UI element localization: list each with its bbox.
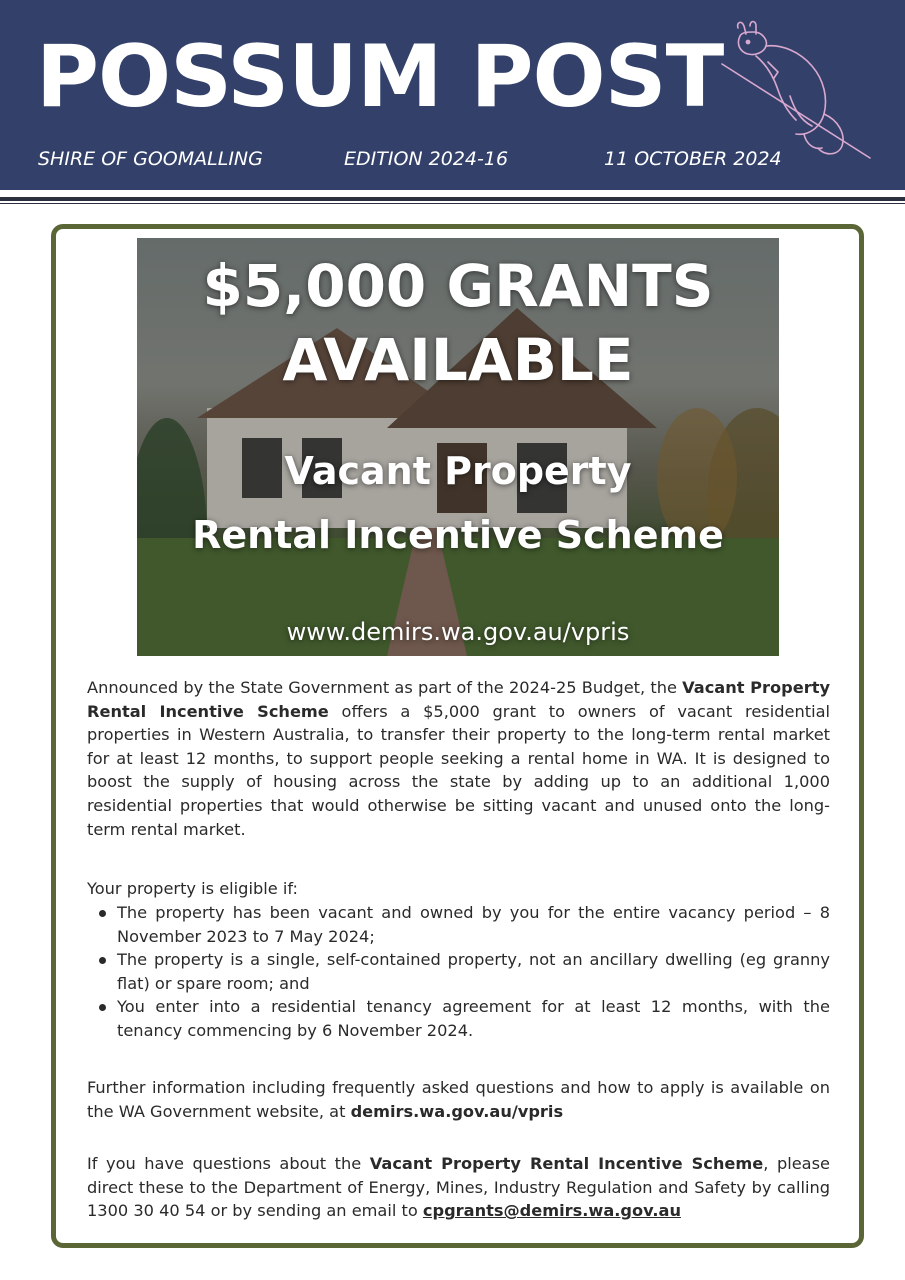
masthead [0, 0, 905, 190]
email-link[interactable]: cpgrants@demirs.wa.gov.au [422, 1201, 681, 1221]
contact-text-start: If you have questions about the [87, 1154, 370, 1173]
contact-paragraph [87, 1152, 830, 1223]
intro-text-start: Announced by the State Government as part of the 2024-25 Budget, the [87, 678, 683, 697]
banner-headline-1: $5,000 GRANTS [202, 252, 714, 320]
eligibility-list [87, 901, 830, 1043]
contact-scheme-name: Vacant Property Rental Incentive Scheme [369, 1154, 764, 1173]
newsletter-title: POSSUM POST [36, 27, 724, 127]
further-info-paragraph [87, 1076, 830, 1123]
shire-name: SHIRE OF GOOMALLING [38, 148, 263, 170]
banner-scheme-2: Rental Incentive Scheme [192, 513, 724, 557]
masthead-rule-thin [0, 203, 905, 204]
intro-paragraph [87, 676, 830, 841]
banner-scheme-1: Vacant Property [284, 449, 632, 493]
list-item: The property is a single, self-contained property, not an ancillary dwelling (eg granny flat) or spare room; and [87, 948, 830, 995]
intro-scheme-name: Vacant Property Rental Incentive Scheme [87, 678, 830, 721]
edition-number: EDITION 2024-16 [344, 148, 509, 170]
contact-text-end: , please direct these to the Department of Energy, Mines, Industry Regulation and Safety by calling 1300 30 40 54 or by sending an email to [87, 1154, 830, 1221]
further-info-text: Further information including frequently asked questions and how to apply is available on the WA Government website, at [87, 1078, 830, 1121]
issue-date: 11 OCTOBER 2024 [604, 148, 782, 170]
website-link[interactable]: demirs.wa.gov.au/vpris [350, 1101, 564, 1121]
list-item: You enter into a residential tenancy agreement for at least 12 months, with the tenancy commencing by 6 November 2024. [87, 995, 830, 1042]
possum-icon [716, 16, 876, 166]
intro-text-end: offers a $5,000 grant to owners of vacant residential properties in Western Australia, to transfer their property to the long-term rental market for at least 12 months, to support people seeking a rental home in WA. It is designed to boost the supply of housing across the state by adding up to an additional 1,000 residential properties that would otherwise be sitting vacant and unused onto the long-term rental market. [87, 701, 830, 839]
masthead-rule [0, 197, 905, 201]
list-item: The property has been vacant and owned by you for the entire vacancy period – 8 November 2023 to 7 May 2024; [87, 901, 830, 948]
banner-url: www.demirs.wa.gov.au/vpris [286, 618, 630, 646]
banner-headline-2: AVAILABLE [282, 326, 634, 394]
eligibility-lead: Your property is eligible if: [87, 879, 298, 898]
